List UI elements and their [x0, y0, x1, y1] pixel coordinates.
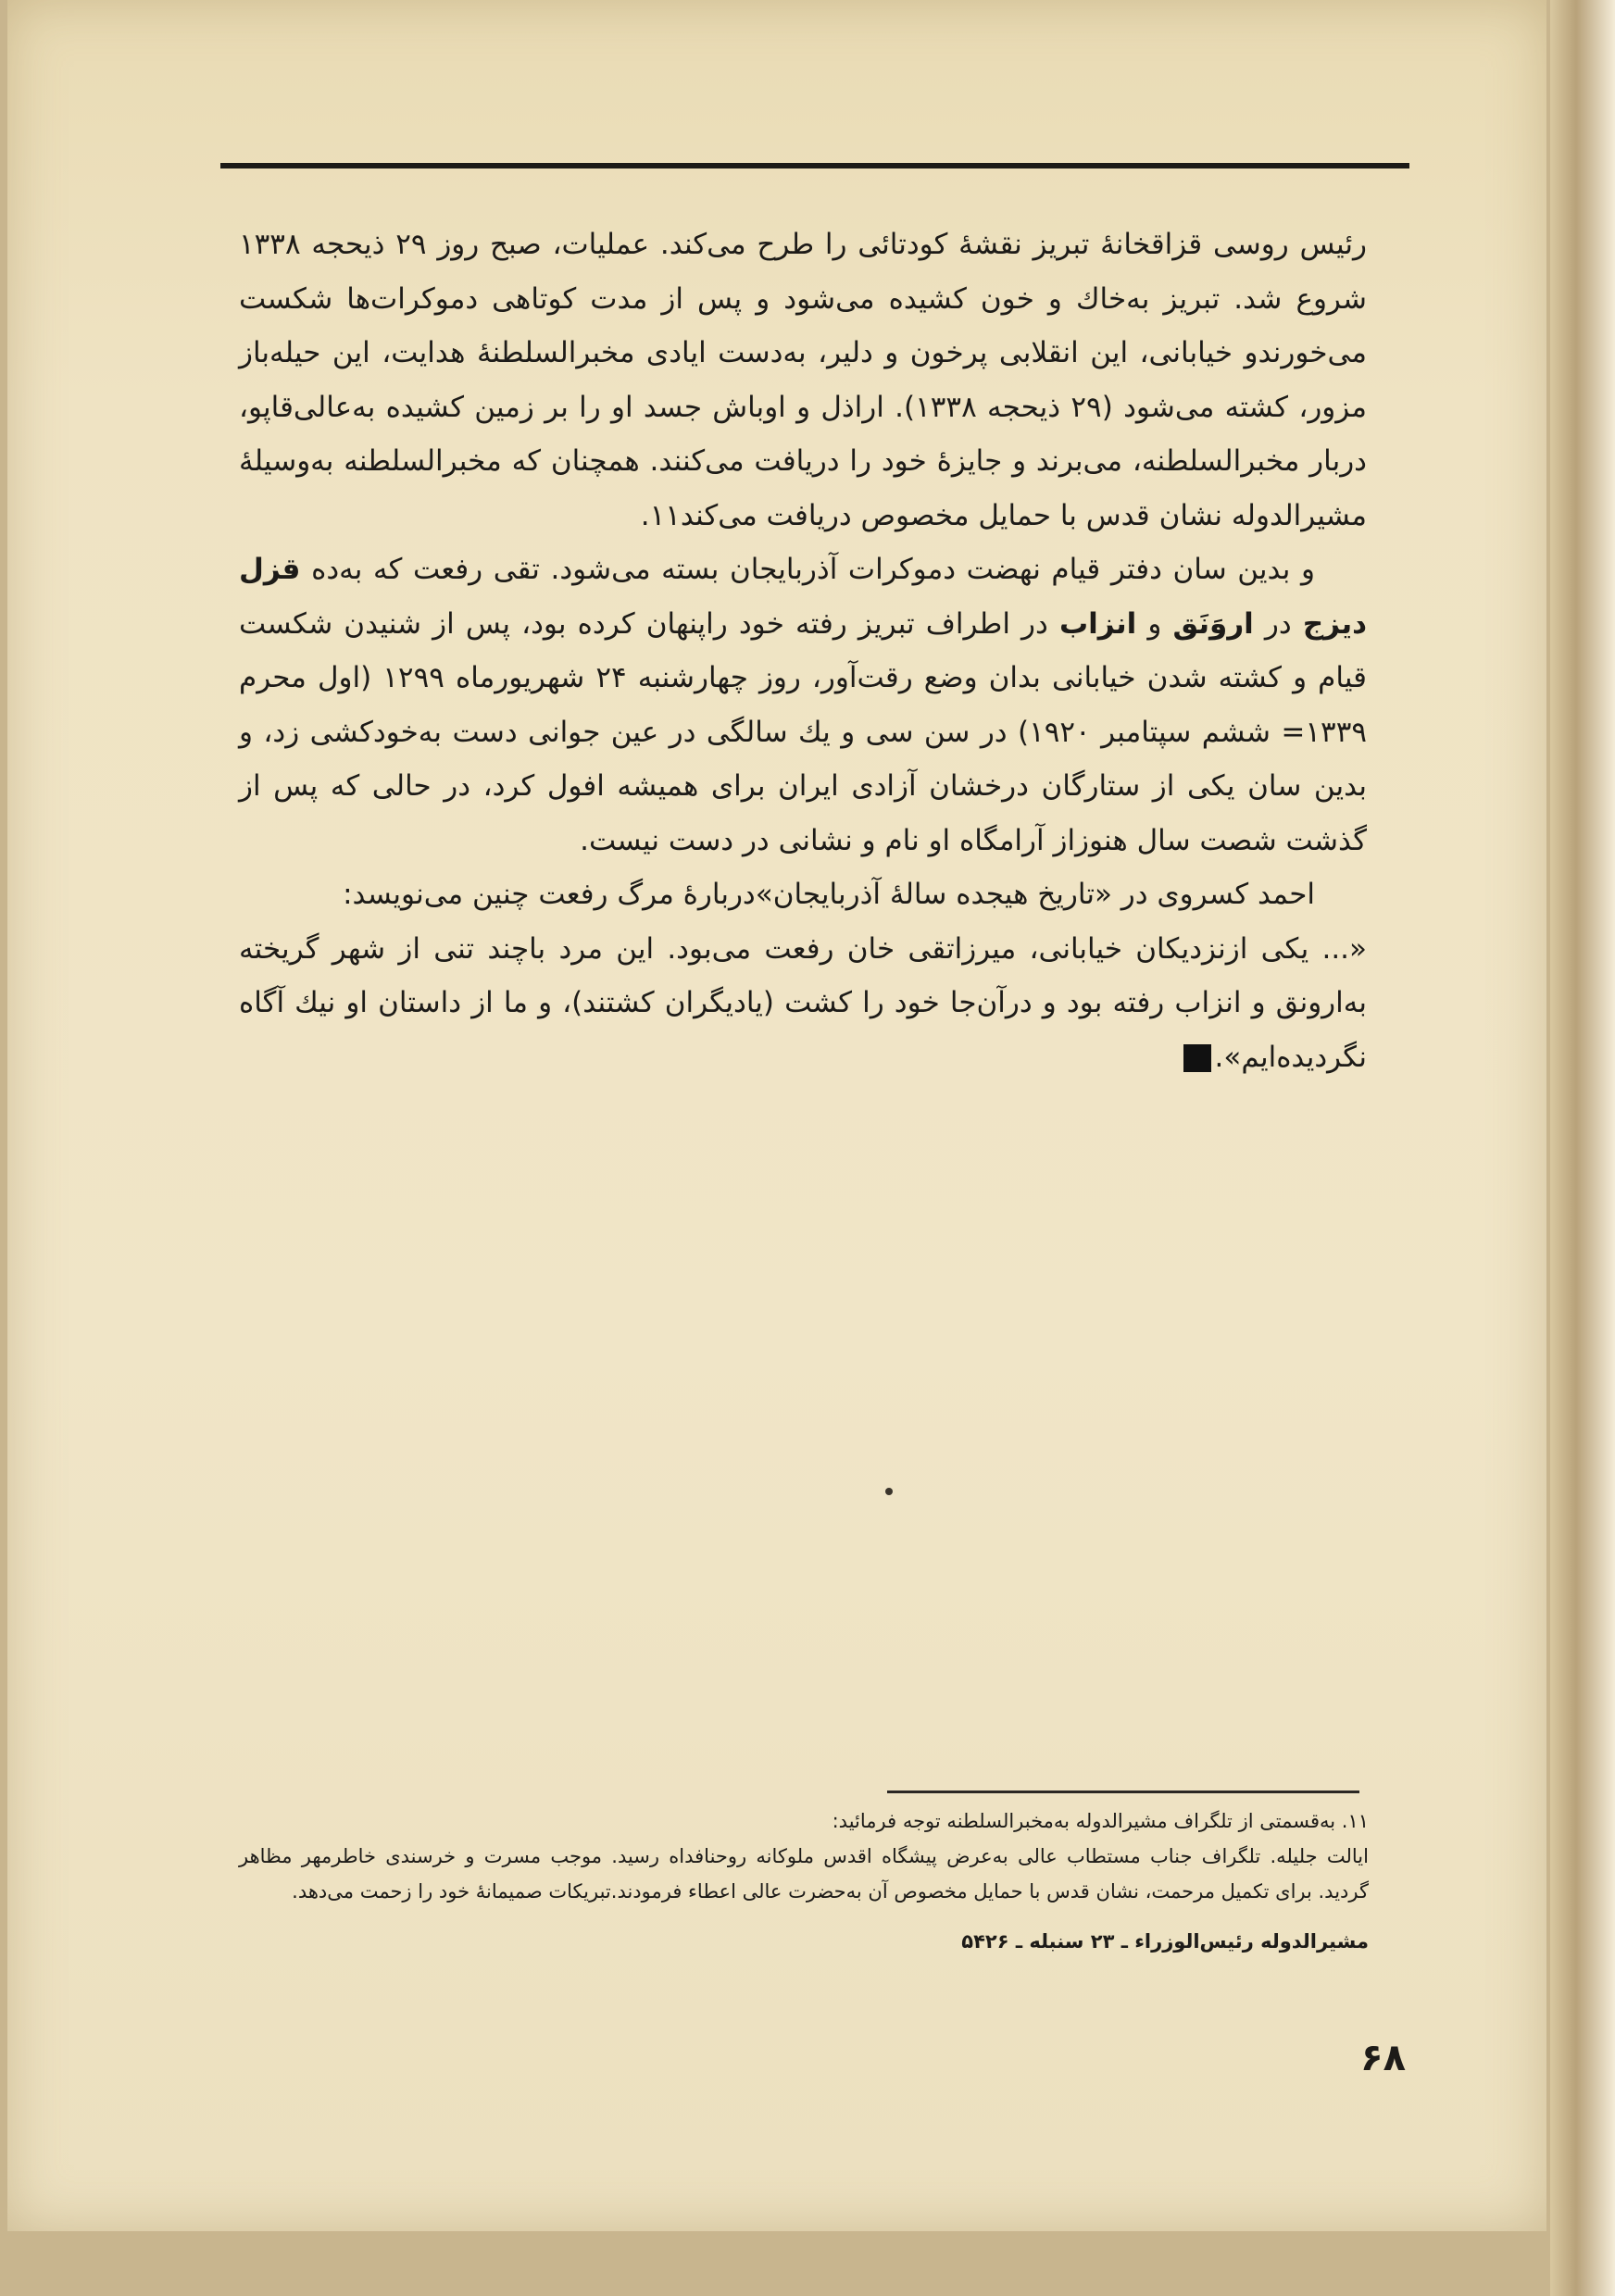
- footnote-11-intro: ۱۱. به‌قسمتی از تلگراف مشیرالدوله به‌مخبرالسلطنه توجه فرمائید:: [832, 1810, 1369, 1832]
- paragraph-1: رئیس روسی قزاقخانهٔ تبریز نقشهٔ کودتائی را طرح می‌کند. عملیات، صبح روز ۲۹ ذیحجه ۱۳۳۸ شروع شد. تبریز به‌خاك و خون کشیده می‌شود و پس از مدت کوتاهی دموکرات‌ها شکست می‌خورندو خیابانی، این انقلابی پرخون و دلیر، به‌دست ایادی مخبرالسلطنهٔ هدایت، این حیله‌باز مزور، کشته می‌شود (۲۹ ذیحجه ۱۳۳۸). اراذل و اوباش جسد او را بر زمین کشیده به‌عالی‌قاپو، دربار مخبرالسلطنه، می‌برند و جایزهٔ خود را دریافت می‌کنند. همچنان که مخبرالسلطنه به‌وسیلهٔ مشیرالدوله نشان قدس با حمایل مخصوص دریافت می‌کند۱۱.: [239, 228, 1367, 532]
- paragraph-2: [239, 543, 1367, 867]
- footnote-rule: [887, 1791, 1359, 1793]
- paragraph-4-quote: [239, 922, 1367, 1085]
- paragraph-2-mid-2: و: [1136, 606, 1173, 641]
- place-name-arvanaq: اروَنَق: [1172, 606, 1254, 641]
- page-edge-shadow: [1550, 0, 1615, 2296]
- paragraph-2-end: در اطراف تبریز رفته خود راپنهان کرده بود، پس از شنیدن شکست قیام و کشته شدن خیابانی بدان وضع رقت‌آور، روز چهارشنبه ۲۴ شهریورماه ۱۲۹۹ (اول محرم ۱۳۳۹= ششم سپتامبر ۱۹۲۰) در سن سی و یك سالگی در عین جوانی دست به‌خودکشی زد، و بدین سان یکی از ستارگان درخشان آزادی ایران برای همیشه افول کرد، در حالی که پس از گذشت شصت سال هنوزاز آرامگاه او نام و نشانی در دست نیست.: [239, 606, 1367, 857]
- paper-speck: [885, 1488, 893, 1495]
- end-of-article-mark: [1183, 1044, 1211, 1072]
- place-name-anzab: انزاب: [1058, 606, 1137, 641]
- quote-text: «... یکی ازنزدیکان خیابانی، میرزاتقی خان رفعت می‌بود. این مرد باچند تنی از شهر گریخته به‌ارونق و انزاب رفته بود و درآن‌جا خود را کشت (یادیگران کشتند)، و ما از داستان او نیك آگاه نگردیده‌ایم».: [239, 931, 1367, 1074]
- footnote-11-telegram: ایالت جلیله. تلگراف جناب مستطاب عالی به‌عرض پیشگاه اقدس ملوکانه روحنافداه رسید. موجب مسرت و خرسندی خاطرمهر مظاهر گردید. برای تکمیل مرحمت، نشان قدس با حمایل مخصوص آن به‌حضرت عالی اعطاء فرمودند.تبریکات صمیمانهٔ خود را زحمت می‌دهد.: [239, 1845, 1369, 1903]
- place-name-qezel-dizaj: قزل دیزج: [239, 553, 1367, 641]
- main-text: [239, 218, 1367, 1084]
- paragraph-2-start: و بدین سان دفتر قیام نهضت دموکرات آذربایجان بسته می‌شود. تقی رفعت که به‌ده: [300, 553, 1315, 586]
- book-page: [7, 0, 1546, 2231]
- header-rule: [220, 163, 1409, 168]
- footnotes: [239, 1803, 1369, 1959]
- footnote-11-signature: مشیرالدوله رئیس‌الوزراء ـ ۲۳ سنبله ـ ۵۴۲۶: [961, 1930, 1369, 1953]
- page-number: ۶۸: [1360, 2037, 1406, 2079]
- paragraph-3: احمد کسروی در «تاریخ هیجده سالهٔ آذربایجان»دربارهٔ مرگ رفعت چنین می‌نویسد:: [343, 878, 1315, 911]
- paragraph-2-mid-1: در: [1253, 606, 1303, 641]
